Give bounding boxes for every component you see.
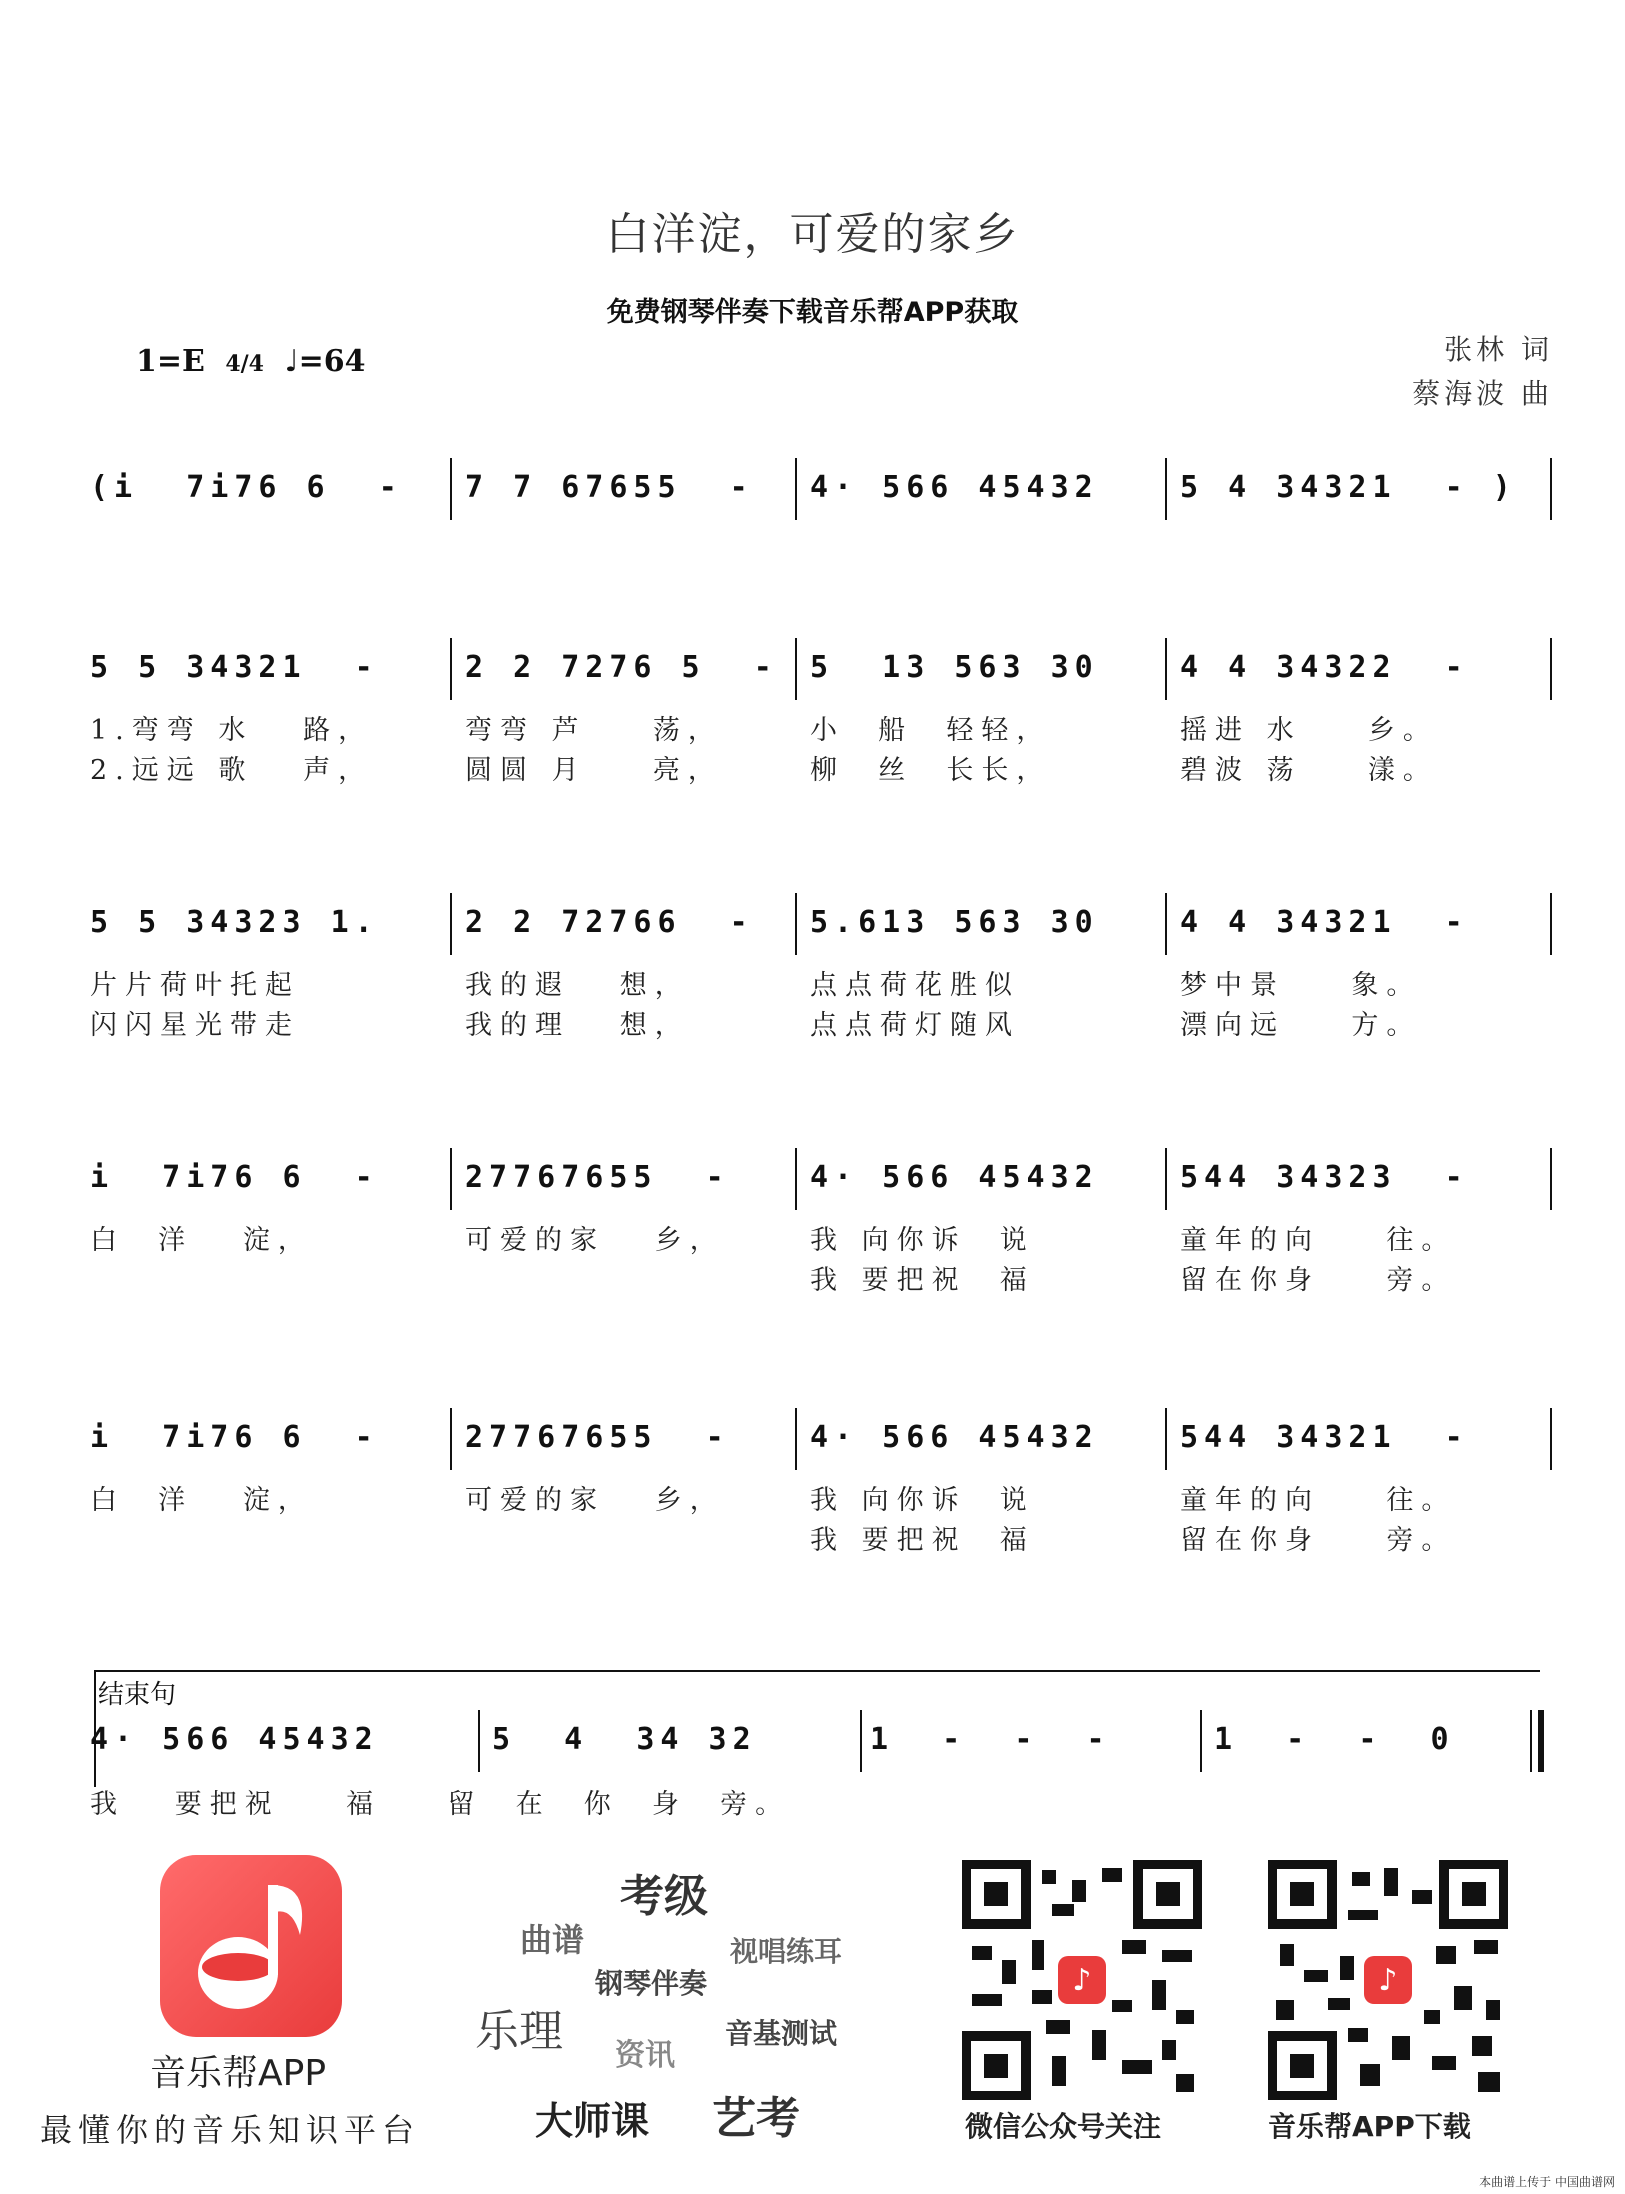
- measure: 544 34323 -: [1180, 1160, 1469, 1195]
- barline: [795, 893, 797, 955]
- measure: i 7i76 6 -: [90, 1420, 379, 1455]
- tempo: ♩=64: [284, 344, 366, 379]
- wechat-qr-label: 微信公众号关注: [965, 2110, 1162, 2143]
- lyric-line-1: 白 洋 淀，: [90, 1485, 313, 1516]
- barline: [450, 1408, 452, 1470]
- barline: [1550, 638, 1552, 700]
- measure: 5 5 34321 -: [90, 650, 379, 685]
- measure: 544 34321 -: [1180, 1420, 1469, 1455]
- barline: [1165, 893, 1167, 955]
- measure: 7 7 67655 -: [465, 470, 754, 505]
- measure: i 7i76 6 -: [90, 1160, 379, 1195]
- measure: 5 5 34323 1.: [90, 905, 379, 940]
- qr-code-icon: [962, 1860, 1202, 2100]
- lyric-line-1: 白 洋 淀，: [90, 1225, 313, 1256]
- lyric-line-1: 小 船 轻轻，: [810, 715, 1052, 746]
- measure: 4 4 34321 -: [1180, 905, 1469, 940]
- barline: [1165, 638, 1167, 700]
- cloud-item: 曲谱: [520, 1921, 585, 1959]
- lyric-line-1: 我 向你诉 说: [810, 1485, 1035, 1516]
- app-download-qr-label: 音乐帮APP下载: [1268, 2110, 1471, 2143]
- lyric-line-1: 弯弯 芦 荡，: [465, 715, 723, 746]
- barline: [450, 638, 452, 700]
- staff-row: [90, 1420, 1560, 1560]
- measure: 4· 566 45432: [810, 470, 1099, 505]
- time-signature: 4/4: [225, 351, 264, 377]
- barline: [1165, 1148, 1167, 1210]
- measure: 4· 566 45432: [810, 1420, 1099, 1455]
- barline: [450, 1148, 452, 1210]
- ending-label: 结束句: [98, 1680, 177, 1710]
- piano-download-note[interactable]: 免费钢琴伴奏下载音乐帮APP获取: [606, 297, 1019, 328]
- barline: [1165, 1408, 1167, 1470]
- cloud-item: 乐理: [475, 2006, 563, 2057]
- footer-source-note: 本曲谱上传于 中国曲谱网: [1479, 2175, 1615, 2189]
- app-logo[interactable]: [160, 1855, 342, 2037]
- lyric-line-1: 我的遐 想，: [465, 970, 690, 1001]
- barline: [1165, 458, 1167, 520]
- lyric-line-1: 童年的向 往。: [1180, 1485, 1457, 1516]
- cloud-item: 音基测试: [725, 2017, 838, 2050]
- measure: (i 7i76 6 -: [90, 470, 403, 505]
- staff-row: [90, 650, 1560, 790]
- barline: [1550, 1408, 1552, 1470]
- svg-text:♪: ♪: [1072, 1963, 1092, 1998]
- lyric-line-2: 我 要把祝 福: [810, 1265, 1035, 1296]
- barline: [1530, 1710, 1532, 1772]
- barline: [450, 893, 452, 955]
- key: 1=E: [136, 344, 205, 379]
- cloud-item: 大师课: [535, 2099, 650, 2143]
- lyric-line-2: 圆圆 月 亮，: [465, 755, 723, 786]
- lyricist-credit: 张林 词: [1444, 333, 1553, 366]
- measure: 5.613 563 30: [810, 905, 1099, 940]
- wechat-qr-code[interactable]: [962, 1860, 1202, 2100]
- app-download-qr-code[interactable]: [1268, 1860, 1508, 2100]
- cloud-item: 视唱练耳: [730, 1935, 843, 1968]
- cloud-item: 资讯: [615, 2038, 675, 2073]
- app-name: 音乐帮APP: [150, 2053, 327, 2094]
- lyric-line-2: 留在你身 旁。: [1180, 1525, 1457, 1556]
- music-note-icon: [160, 1855, 342, 2037]
- lyric-line-1: 童年的向 往。: [1180, 1225, 1457, 1256]
- measure: 2 2 72766 -: [465, 905, 754, 940]
- lyric-line-2: 留在你身 旁。: [1180, 1265, 1457, 1296]
- composer-credit: 蔡海波 曲: [1412, 377, 1553, 410]
- lyric-line-2: 我的理 想，: [465, 1010, 690, 1041]
- lyric-line-2: 点点荷灯随风: [810, 1010, 1020, 1041]
- cloud-item: 考级: [620, 1871, 708, 1922]
- score-title: 白洋淀，可爱的家乡: [605, 209, 1020, 260]
- final-barline: [1538, 1710, 1544, 1772]
- ending-measure-3: 1 - - -: [870, 1722, 1111, 1757]
- lyric-line-2: 我 要把祝 福: [810, 1525, 1035, 1556]
- lyric-line-2: 闪闪星光带走: [90, 1010, 300, 1041]
- barline: [1550, 458, 1552, 520]
- measure: 27767655 -: [465, 1420, 730, 1455]
- lyric-line-2: 碧波 荡 漾。: [1180, 755, 1438, 786]
- barline: [478, 1710, 480, 1772]
- cloud-item: 钢琴伴奏: [595, 1967, 708, 2000]
- lyric-line-2: 柳 丝 长长，: [810, 755, 1052, 786]
- lyric-line-1: 片片荷叶托起: [90, 970, 300, 1001]
- measure: 4 4 34322 -: [1180, 650, 1469, 685]
- barline: [795, 1408, 797, 1470]
- barline: [860, 1710, 862, 1772]
- lyric-line-2: 2.远远 歌 声，: [90, 755, 374, 786]
- measure: 27767655 -: [465, 1160, 730, 1195]
- ending-lyrics: 我 要把祝 福 留 在 你 身 旁。: [90, 1789, 791, 1820]
- ending-measure-1: 4· 566 45432: [90, 1722, 379, 1757]
- barline: [1200, 1710, 1202, 1772]
- staff-row: [90, 470, 1560, 610]
- lyric-line-1: 可爱的家 乡，: [465, 1485, 725, 1516]
- lyric-line-1: 梦中景 象。: [1180, 970, 1422, 1001]
- staff-row: [90, 905, 1560, 1045]
- measure: 5 4 34321 - ): [1180, 470, 1517, 505]
- barline: [450, 458, 452, 520]
- svg-text:♪: ♪: [1378, 1963, 1398, 1998]
- measure: 5 13 563 30: [810, 650, 1099, 685]
- barline: [795, 1148, 797, 1210]
- app-tagline: 最懂你的音乐知识平台: [40, 2111, 421, 2149]
- measure: 2 2 7276 5 -: [465, 650, 778, 685]
- lyric-line-1: 1.弯弯 水 路，: [90, 715, 374, 746]
- staff-row: [90, 1160, 1560, 1300]
- barline: [1550, 1148, 1552, 1210]
- qr-code-icon: [1268, 1860, 1508, 2100]
- cloud-item: 艺考: [712, 2093, 800, 2144]
- lyric-line-1: 我 向你诉 说: [810, 1225, 1035, 1256]
- lyric-line-1: 摇进 水 乡。: [1180, 715, 1438, 746]
- lyric-line-2: 漂向远 方。: [1180, 1010, 1422, 1041]
- barline: [795, 458, 797, 520]
- barline: [1550, 893, 1552, 955]
- ending-measure-4: 1 - - 0: [1214, 1722, 1455, 1757]
- key-signature: [136, 344, 366, 379]
- barline: [795, 638, 797, 700]
- measure: 4· 566 45432: [810, 1160, 1099, 1195]
- lyric-line-1: 可爱的家 乡，: [465, 1225, 725, 1256]
- lyric-line-1: 点点荷花胜似: [810, 970, 1020, 1001]
- ending-measure-2: 5 4 34 32: [492, 1722, 757, 1757]
